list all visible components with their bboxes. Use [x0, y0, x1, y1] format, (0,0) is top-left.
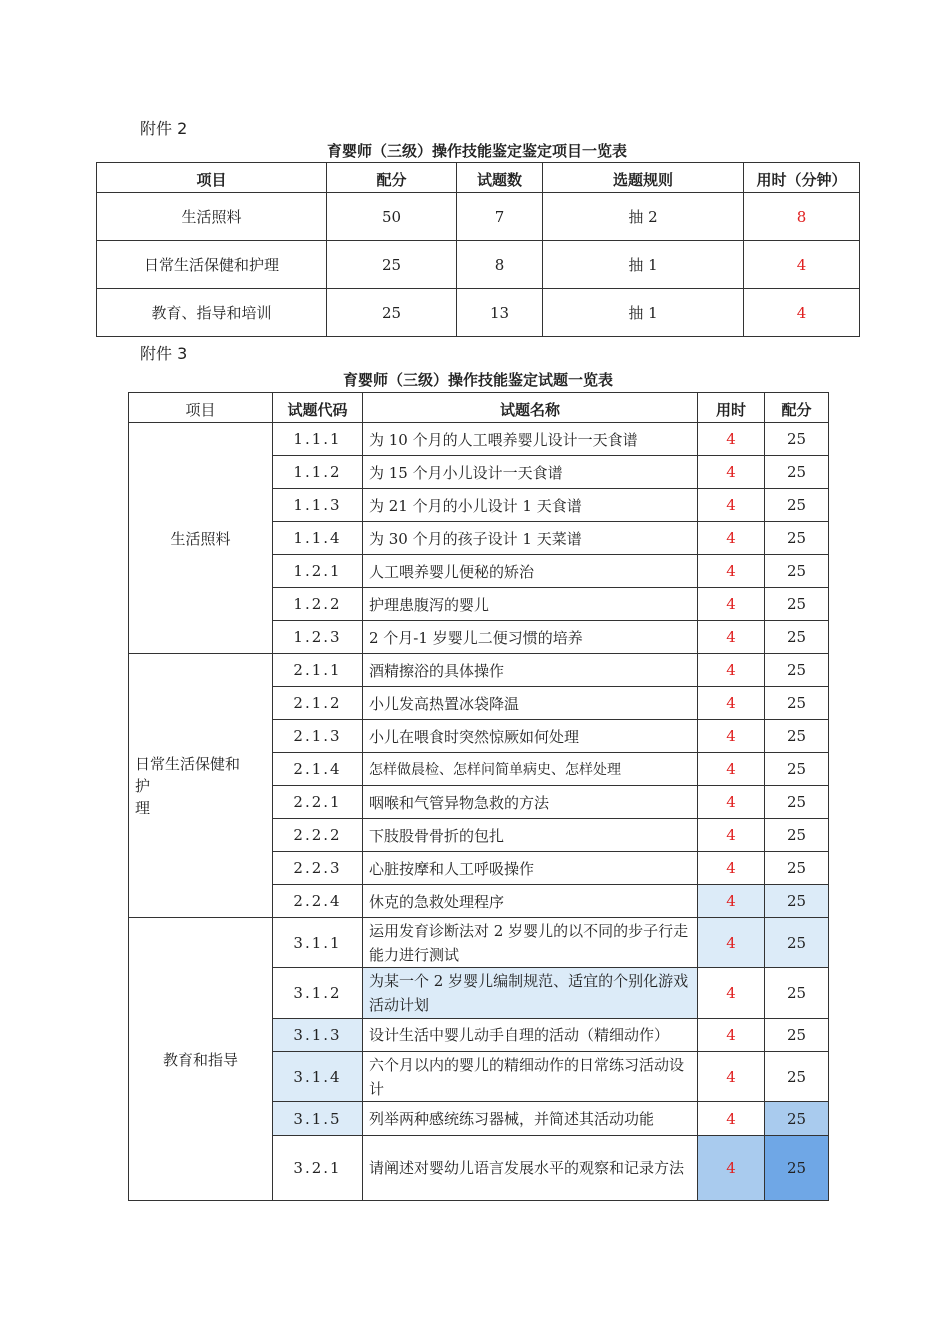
name-cell: 心脏按摩和人工呼吸操作: [363, 852, 698, 885]
code-cell: 2.2.3: [273, 852, 363, 885]
score-cell: 25: [765, 423, 829, 456]
code-cell: 1.1.1: [273, 423, 363, 456]
code-cell: 3.1.1: [273, 918, 363, 968]
score-cell: 25: [765, 968, 829, 1019]
question-list-table: [128, 392, 829, 1201]
time-cell: 4: [744, 241, 860, 289]
attachment3-label: 附件 3: [140, 344, 188, 363]
score-cell: 25: [765, 885, 829, 918]
score-cell: 25: [765, 489, 829, 522]
score-cell: 25: [765, 522, 829, 555]
code-cell: 1.1.3: [273, 489, 363, 522]
time-cell: 4: [698, 1019, 765, 1052]
header-item: 项目: [129, 393, 273, 423]
time-cell: 4: [698, 555, 765, 588]
item-cell: 日常生活保健和护理: [97, 241, 327, 289]
time-cell: 4: [698, 786, 765, 819]
name-cell: 人工喂养婴儿便秘的矫治: [363, 555, 698, 588]
name-cell: 2 个月-1 岁婴儿二便习惯的培养: [363, 621, 698, 654]
rule-cell: 抽 1: [543, 289, 744, 337]
name-cell: 护理患腹泻的婴儿: [363, 588, 698, 621]
code-cell: 2.2.1: [273, 786, 363, 819]
score-cell: 25: [765, 1102, 829, 1136]
score-cell: 25: [765, 1019, 829, 1052]
time-cell: 4: [698, 753, 765, 786]
time-cell: 4: [698, 621, 765, 654]
time-cell: 4: [698, 720, 765, 753]
name-cell: 为 10 个月的人工喂养婴儿设计一天食谱: [363, 423, 698, 456]
score-cell: 25: [765, 720, 829, 753]
score-cell: 25: [765, 456, 829, 489]
score-cell: 25: [765, 1136, 829, 1201]
name-cell: 小儿发高热置冰袋降温: [363, 687, 698, 720]
time-cell: 4: [698, 968, 765, 1019]
score-cell: 25: [765, 654, 829, 687]
count-cell: 8: [457, 241, 543, 289]
score-cell: 25: [765, 786, 829, 819]
code-cell: 2.1.2: [273, 687, 363, 720]
score-cell: 25: [765, 687, 829, 720]
time-cell: 4: [744, 289, 860, 337]
group-name-line: 护: [135, 776, 151, 795]
time-cell: 4: [698, 588, 765, 621]
header-count: 试题数: [457, 163, 543, 193]
score-cell: 25: [765, 753, 829, 786]
name-cell: 休克的急救处理程序: [363, 885, 698, 918]
time-cell: 4: [698, 885, 765, 918]
code-cell: 1.2.3: [273, 621, 363, 654]
name-cell: 为某一个 2 岁婴儿编制规范、适宜的个别化游戏活动计划: [363, 968, 698, 1019]
time-cell: 4: [698, 654, 765, 687]
header-score: 配分: [327, 163, 457, 193]
group-name-line: 日常生活保健和: [135, 754, 241, 773]
name-cell: 为 15 个月小儿设计一天食谱: [363, 456, 698, 489]
time-cell: 4: [698, 423, 765, 456]
table-header-row: [97, 163, 860, 193]
name-cell: 小儿在喂食时突然惊厥如何处理: [363, 720, 698, 753]
name-cell: 请阐述对婴幼儿语言发展水平的观察和记录方法: [363, 1136, 698, 1201]
time-cell: 4: [698, 522, 765, 555]
score-cell: 25: [765, 852, 829, 885]
score-cell: 25: [765, 1052, 829, 1102]
item-cell: 生活照料: [97, 193, 327, 241]
attachment2-title: 育婴师（三级）操作技能鉴定鉴定项目一览表: [326, 142, 627, 160]
table-row: [97, 193, 860, 241]
time-cell: 4: [698, 819, 765, 852]
score-cell: 25: [765, 588, 829, 621]
header-rule: 选题规则: [543, 163, 744, 193]
group-cell: 生活照料: [129, 423, 273, 654]
code-cell: 1.2.1: [273, 555, 363, 588]
code-cell: 3.1.2: [273, 968, 363, 1019]
table-row: [97, 241, 860, 289]
score-cell: 25: [327, 289, 457, 337]
time-cell: 4: [698, 852, 765, 885]
rule-cell: 抽 2: [543, 193, 744, 241]
name-cell: 怎样做晨检、怎样问简单病史、怎样处理: [363, 753, 698, 786]
code-cell: 3.1.3: [273, 1019, 363, 1052]
name-cell: 列举两种感统练习器械，并简述其活动功能: [363, 1102, 698, 1136]
time-cell: 4: [698, 1136, 765, 1201]
code-cell: 2.1.4: [273, 753, 363, 786]
header-code: 试题代码: [273, 393, 363, 423]
attachment3-title: 育婴师（三级）操作技能鉴定试题一览表: [342, 371, 613, 389]
header-time: 用时（分钟）: [744, 163, 860, 193]
time-cell: 4: [698, 456, 765, 489]
name-cell: 为 21 个月的小儿设计 1 天食谱: [363, 489, 698, 522]
group-cell: [129, 654, 273, 918]
attachment2-label: 附件 2: [140, 119, 188, 138]
time-cell: 4: [698, 489, 765, 522]
header-score: 配分: [765, 393, 829, 423]
code-cell: 2.2.2: [273, 819, 363, 852]
rule-cell: 抽 1: [543, 241, 744, 289]
name-cell: 酒精擦浴的具体操作: [363, 654, 698, 687]
time-cell: 4: [698, 687, 765, 720]
time-cell: 4: [698, 1102, 765, 1136]
code-cell: 2.2.4: [273, 885, 363, 918]
code-cell: 2.1.1: [273, 654, 363, 687]
code-cell: 1.2.2: [273, 588, 363, 621]
name-cell: 下肢股骨骨折的包扎: [363, 819, 698, 852]
score-cell: 25: [765, 819, 829, 852]
skill-items-table: [96, 162, 860, 337]
code-cell: 3.1.4: [273, 1052, 363, 1102]
score-cell: 25: [327, 241, 457, 289]
count-cell: 7: [457, 193, 543, 241]
name-cell: 六个月以内的婴儿的精细动作的日常练习活动设计: [363, 1052, 698, 1102]
table-row: [129, 654, 829, 687]
header-item: 项目: [97, 163, 327, 193]
code-cell: 3.1.5: [273, 1102, 363, 1136]
name-cell: 咽喉和气管异物急救的方法: [363, 786, 698, 819]
time-cell: 4: [698, 918, 765, 968]
time-cell: 4: [698, 1052, 765, 1102]
code-cell: 2.1.3: [273, 720, 363, 753]
name-cell: 为 30 个月的孩子设计 1 天菜谱: [363, 522, 698, 555]
count-cell: 13: [457, 289, 543, 337]
name-cell: 设计生活中婴儿动手自理的活动（精细动作）: [363, 1019, 698, 1052]
header-name: 试题名称: [363, 393, 698, 423]
table-row: [129, 423, 829, 456]
code-cell: 3.2.1: [273, 1136, 363, 1201]
score-cell: 25: [765, 918, 829, 968]
group-name-line: 理: [135, 798, 151, 817]
score-cell: 25: [765, 621, 829, 654]
group-cell: 教育和指导: [129, 918, 273, 1201]
table-header-row: [129, 393, 829, 423]
table-row: [97, 289, 860, 337]
name-cell: 运用发育诊断法对 2 岁婴儿的以不同的步子行走能力进行测试: [363, 918, 698, 968]
code-cell: 1.1.4: [273, 522, 363, 555]
time-cell: 8: [744, 193, 860, 241]
score-cell: 25: [765, 555, 829, 588]
code-cell: 1.1.2: [273, 456, 363, 489]
score-cell: 50: [327, 193, 457, 241]
item-cell: 教育、指导和培训: [97, 289, 327, 337]
header-time: 用时: [698, 393, 765, 423]
table-row: [129, 918, 829, 968]
